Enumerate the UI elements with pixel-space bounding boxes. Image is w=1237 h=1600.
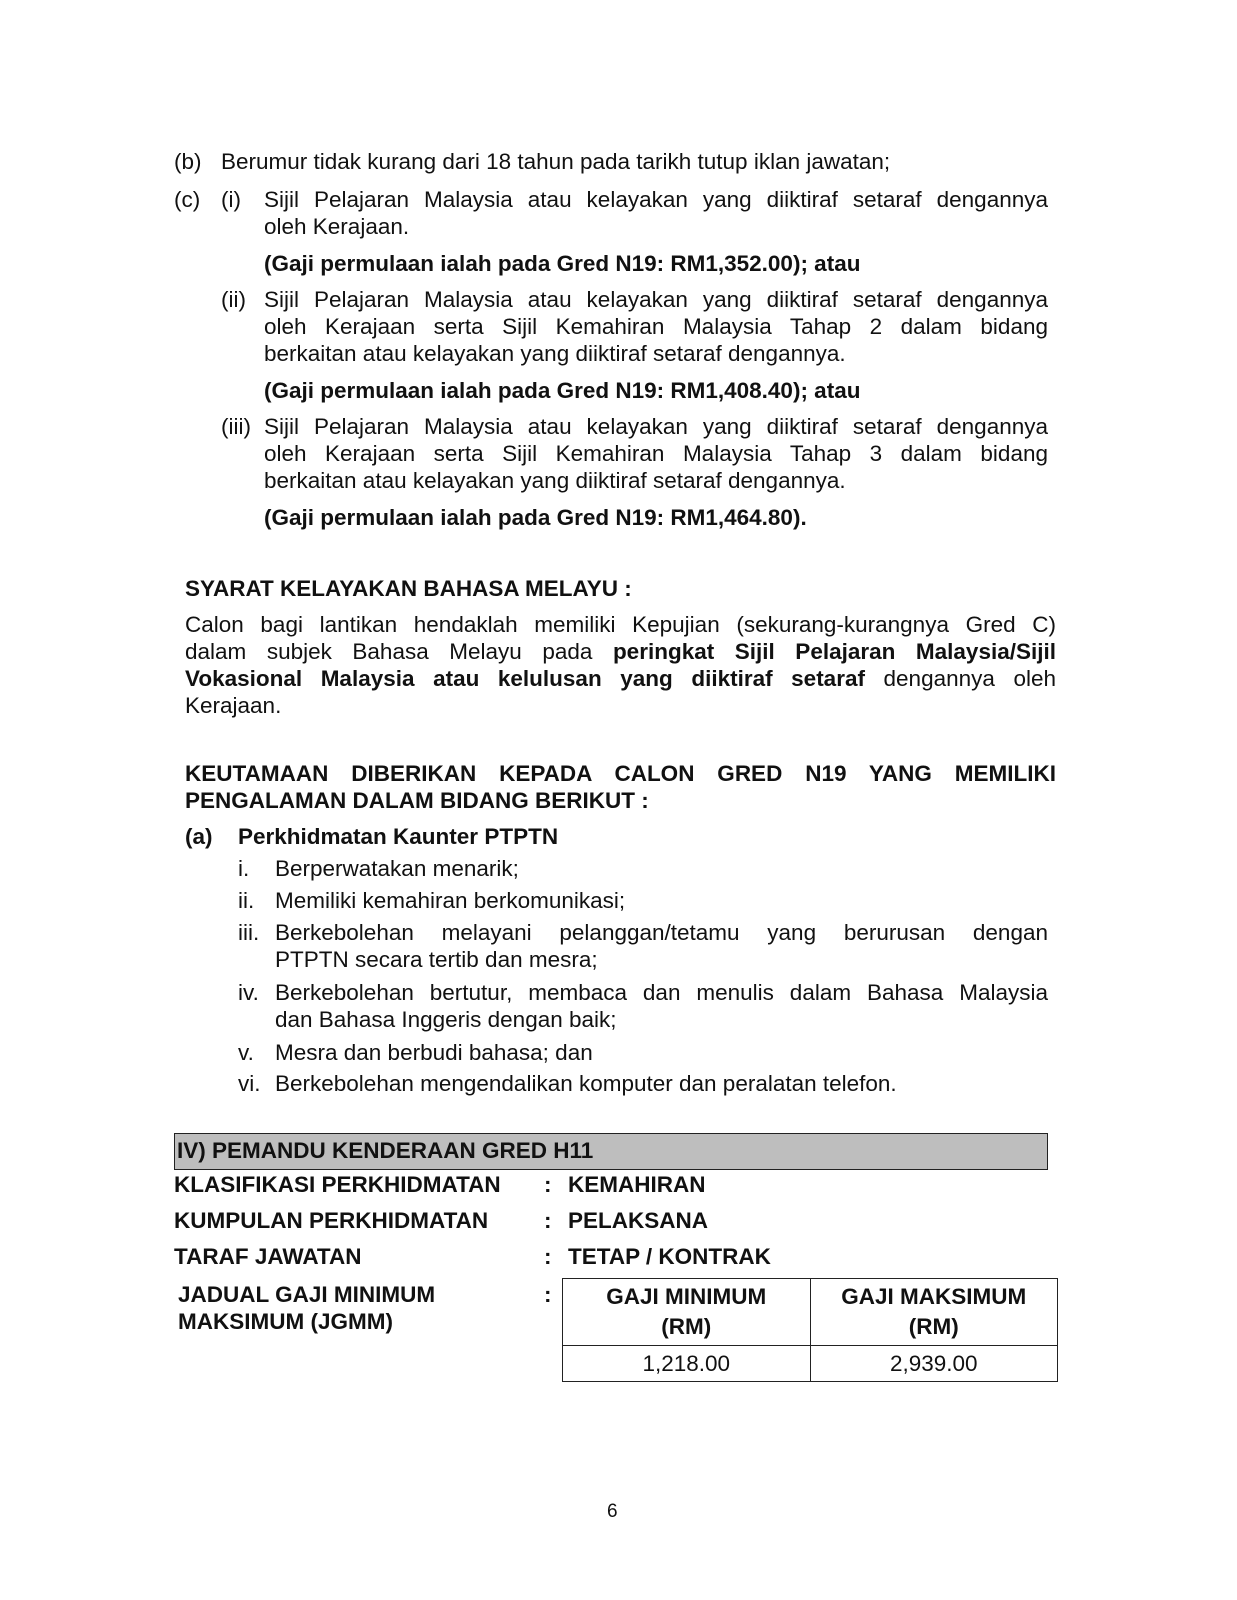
bahasa-heading: SYARAT KELAYAKAN BAHASA MELAYU : [185,576,632,601]
bahasa-line-3-bold: Vokasional Malaysia atau kelulusan yang diiktiraf setaraf [185,666,865,691]
keutamaan-item-1-text: Berperwatakan menarik; [275,856,519,881]
keutamaan-item-2-marker: ii. [238,888,255,913]
row-1-separator: : [544,1172,552,1197]
keutamaan-item-3-line-2: PTPTN secara tertib dan mesra; [275,947,598,972]
item-c-ii-marker: (ii) [221,287,246,312]
item-c-iii-line-2: oleh Kerajaan serta Sijil Kemahiran Malaysia Tahap 3 dalam bidang [264,441,1048,466]
keutamaan-heading-line-2: PENGALAMAN DALAM BIDANG BERIKUT : [185,788,649,813]
item-c-i-marker: (i) [221,187,241,212]
keutamaan-item-6-marker: vi. [238,1071,261,1096]
item-c-i-line-2: oleh Kerajaan. [264,214,410,239]
item-c-ii-line-2: oleh Kerajaan serta Sijil Kemahiran Malaysia Tahap 2 dalam bidang [264,314,1048,339]
max-salary-value: 2,939.00 [810,1346,1058,1382]
item-b-marker: (b) [174,149,202,174]
item-c-ii-salary: (Gaji permulaan ialah pada Gred N19: RM1,408.40); atau [264,378,861,403]
bahasa-line-2-bold: peringkat Sijil Pelajaran Malaysia/Sijil [612,639,1056,664]
keutamaan-item-3-marker: iii. [238,920,260,945]
jgmm-label-line-1: JADUAL GAJI MINIMUM [178,1282,436,1307]
min-salary-header-line-2: (RM) [661,1314,712,1339]
row-2-label: KUMPULAN PERKHIDMATAN [174,1208,489,1233]
keutamaan-item-5-marker: v. [238,1040,254,1065]
min-salary-header [563,1279,811,1346]
row-1-label: KLASIFIKASI PERKHIDMATAN [174,1172,501,1197]
keutamaan-item-6-text: Berkebolehan mengendalikan komputer dan peralatan telefon. [275,1071,897,1096]
item-b-text: Berumur tidak kurang dari 18 tahun pada tarikh tutup iklan jawatan; [221,149,891,174]
item-c-iii-line-1: Sijil Pelajaran Malaysia atau kelayakan yang diiktiraf setaraf dengannya [264,414,1048,439]
jgmm-label-line-2: MAKSIMUM (JGMM) [178,1309,393,1334]
bahasa-line-3-normal: dengannya oleh [864,666,1056,691]
keutamaan-sub-title: Perkhidmatan Kaunter PTPTN [238,824,559,849]
bahasa-line-3 [185,665,1056,692]
row-1-value: KEMAHIRAN [568,1172,706,1197]
row-2-separator: : [544,1208,552,1233]
item-c-i-salary: (Gaji permulaan ialah pada Gred N19: RM1,352.00); atau [264,251,861,276]
keutamaan-item-2-text: Memiliki kemahiran berkomunikasi; [275,888,626,913]
row-2-value: PELAKSANA [568,1208,709,1233]
item-c-iii-salary: (Gaji permulaan ialah pada Gred N19: RM1,464.80). [264,505,807,530]
keutamaan-item-4-line-2: dan Bahasa Inggeris dengan baik; [275,1007,617,1032]
keutamaan-sub-marker: (a) [185,824,213,849]
keutamaan-item-4-line-1: Berkebolehan bertutur, membaca dan menulis dalam Bahasa Malaysia [275,980,1048,1005]
bahasa-line-2 [185,638,1056,665]
item-c-iii-marker: (iii) [221,414,251,439]
salary-table-header-row [563,1279,1058,1346]
keutamaan-heading-line-1: KEUTAMAAN DIBERIKAN KEPADA CALON GRED N19 YANG MEMILIKI [185,761,1056,786]
section-title: IV) PEMANDU KENDERAAN GRED H11 [174,1133,1048,1170]
salary-table-value-row [563,1346,1058,1382]
item-c-i-line-1: Sijil Pelajaran Malaysia atau kelayakan yang diiktiraf setaraf dengannya [264,187,1048,212]
item-c-ii-line-3: berkaitan atau kelayakan yang diiktiraf setaraf dengannya. [264,341,846,366]
salary-table [562,1278,1058,1382]
item-c-iii-line-3: berkaitan atau kelayakan yang diiktiraf setaraf dengannya. [264,468,846,493]
keutamaan-item-1-marker: i. [238,856,250,881]
row-3-separator: : [544,1244,552,1269]
max-salary-header-line-2: (RM) [908,1314,959,1339]
min-salary-header-line-1: GAJI MINIMUM [606,1284,767,1309]
keutamaan-item-5-text: Mesra dan berbudi bahasa; dan [275,1040,593,1065]
item-c-marker: (c) [174,187,201,212]
page-number: 6 [607,1501,618,1522]
keutamaan-item-3-line-1: Berkebolehan melayani pelanggan/tetamu yang berurusan dengan [275,920,1048,945]
bahasa-line-1: Calon bagi lantikan hendaklah memiliki Kepujian (sekurang-kurangnya Gred C) [185,612,1056,637]
bahasa-line-4: Kerajaan. [185,693,282,718]
bahasa-line-2-normal: dalam subjek Bahasa Melayu pada [185,639,613,664]
row-3-value: TETAP / KONTRAK [568,1244,771,1269]
keutamaan-item-4-marker: iv. [238,980,259,1005]
jgmm-separator: : [544,1282,552,1307]
max-salary-header-line-1: GAJI MAKSIMUM [841,1284,1027,1309]
max-salary-header [810,1279,1058,1346]
row-3-label: TARAF JAWATAN [174,1244,362,1269]
item-c-ii-line-1: Sijil Pelajaran Malaysia atau kelayakan yang diiktiraf setaraf dengannya [264,287,1048,312]
min-salary-value: 1,218.00 [563,1346,811,1382]
